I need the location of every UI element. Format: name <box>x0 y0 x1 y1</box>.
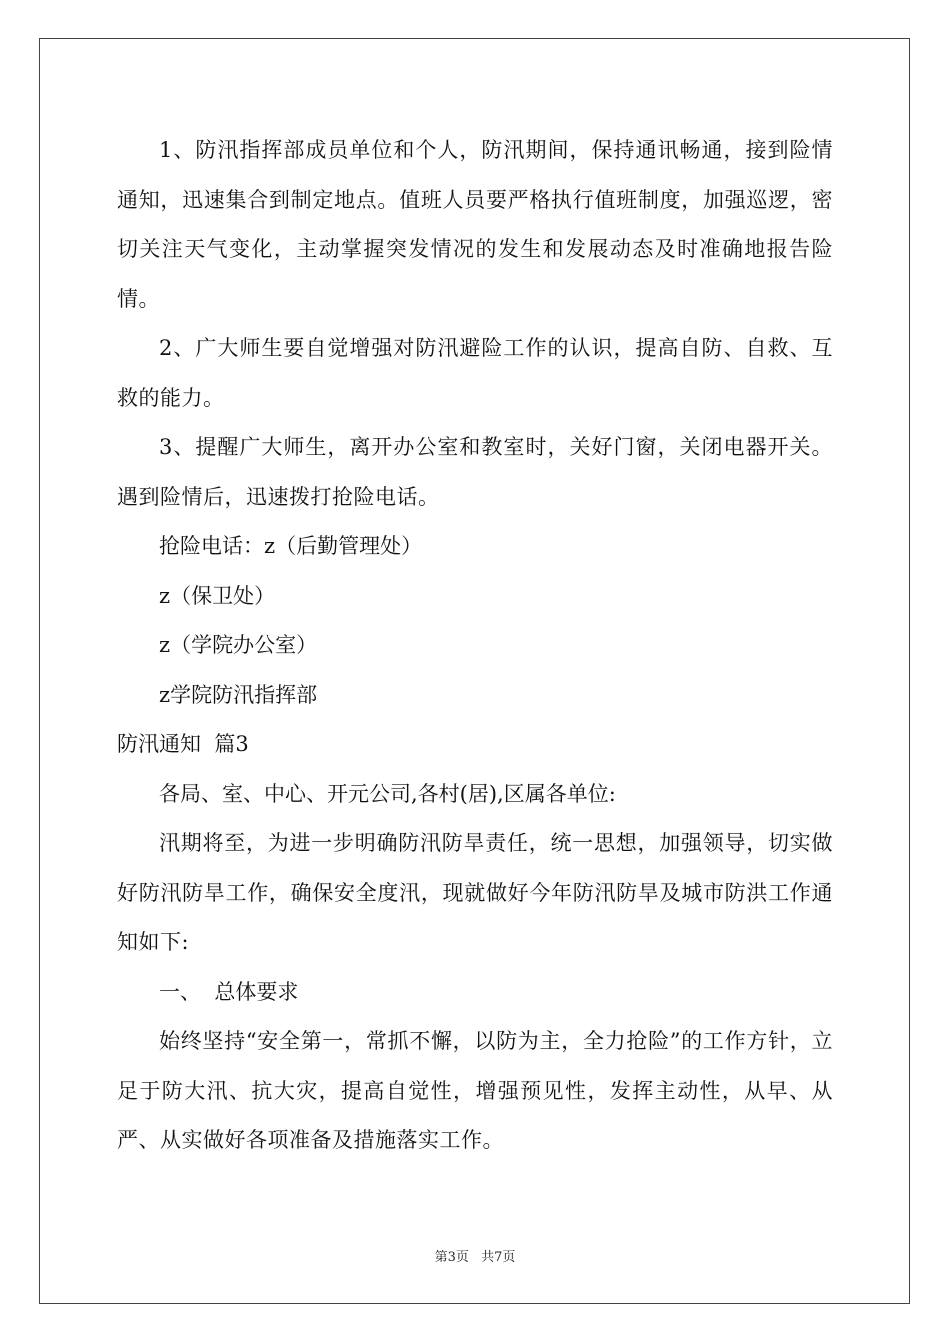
page-total: 共7页 <box>481 1250 516 1265</box>
paragraph-3: 3、提醒广大师生，离开办公室和教室时，关好门窗，关闭电器开关。遇到险情后，迅速拨打抢险电话。 <box>117 435 833 509</box>
page-number: 第3页 <box>434 1250 469 1265</box>
document-body <box>117 126 833 1166</box>
section-title: 防汛通知 篇3 <box>117 732 249 756</box>
security-office-line: z（保卫处） <box>159 583 276 608</box>
emergency-phone-line: 抢险电话：z（后勤管理处） <box>159 534 423 558</box>
heading-general-requirements: 一、 总体要求 <box>159 979 299 1004</box>
addressee-line: 各局、室、中心、开元公司,各村(居),区属各单位: <box>159 781 616 806</box>
paragraph-intro: 汛期将至，为进一步明确防汛防旱责任，统一思想，加强领导，切实做好防汛防旱工作，确保安全度汛，现就做好今年防汛防旱及城市防洪工作通知如下: <box>117 831 833 954</box>
signature-line: z学院防汛指挥部 <box>159 682 318 707</box>
paragraph-requirements: 始终坚持“安全第一，常抓不懈，以防为主，全力抢险”的工作方针，立足于防大汛、抗大灾，提高自觉性，增强预见性，发挥主动性，从早、从严、从实做好各项准备及措施落实工作。 <box>117 1029 833 1152</box>
page-footer <box>0 1246 950 1265</box>
paragraph-2: 2、广大师生要自觉增强对防汛避险工作的认识，提高自防、自救、互救的能力。 <box>117 336 833 410</box>
paragraph-1: 1、防汛指挥部成员单位和个人，防汛期间，保持通讯畅通，接到险情通知，迅速集合到制定地点。值班人员要严格执行值班制度，加强巡逻，密切关注天气变化，主动掌握突发情况的发生和发展动态及时准确地报告险情。 <box>117 138 833 311</box>
college-office-line: z（学院办公室） <box>159 633 318 657</box>
